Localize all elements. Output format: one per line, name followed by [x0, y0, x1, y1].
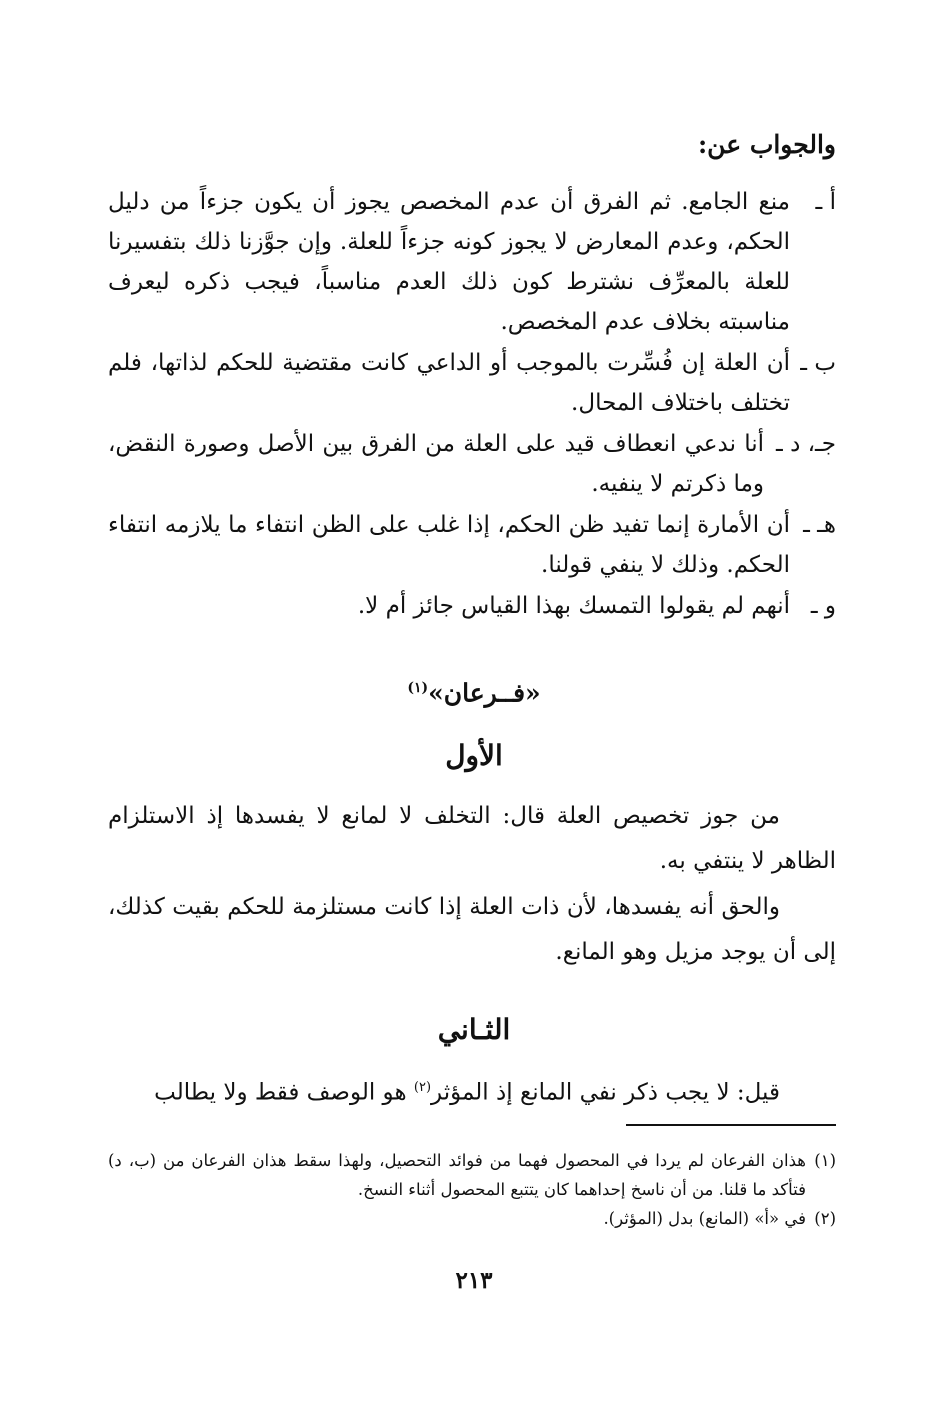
paragraph-text: من جوز تخصيص العلة قال: التخلف لا لمانع لا يفسدها إذ الاستلزام الظاهر لا ينتفي به.: [108, 803, 836, 874]
page-number: ٢١٣: [455, 1267, 493, 1294]
paragraph: [108, 885, 836, 975]
answer-item-j-d: [108, 424, 836, 504]
section-title: [0, 670, 948, 711]
item-marker: أ ـ: [815, 189, 836, 215]
footnote-divider: [626, 1124, 836, 1126]
answer-item-h: [108, 505, 836, 585]
paragraph-text: قيل: لا يجب ذكر نفي المانع إذ المؤثر: [431, 1079, 780, 1106]
footnotes: [108, 1146, 836, 1233]
footnote: [108, 1204, 836, 1233]
paragraph: [108, 1065, 836, 1116]
answer-item-b: [108, 343, 836, 423]
subsection-title-first: الأول: [445, 739, 503, 772]
item-text: أن العلة إن فُسِّرت بالموجب أو الداعي كانت مقتضية للحكم لذاتها، فلم تختلف باختلاف المحال.: [108, 350, 790, 416]
answer-item-w: [108, 586, 836, 626]
paragraph-text: هو الوصف فقط ولا يطالب: [154, 1079, 414, 1106]
item-marker: و ـ: [810, 593, 836, 619]
item-marker: جـ، د ـ: [776, 431, 836, 457]
subsection-title-second: الثـاني: [437, 1013, 511, 1046]
answer-item-a: [108, 182, 836, 342]
item-text: أنهم لم يقولوا التمسك بهذا القياس جائز أم لا.: [357, 593, 790, 619]
answer-heading: والجواب عن:: [697, 130, 836, 159]
footnote-text: في «أ» (المانع) بدل (المؤثر).: [603, 1209, 806, 1228]
footnote-number: (١): [814, 1151, 836, 1170]
item-text: أن الأمارة إنما تفيد ظن الحكم، إذا غلب على الظن انتفاء ما يلازمه انتفاء الحكم. وذلك لا ينفي قولنا.: [108, 512, 790, 578]
paragraph-text: والحق أنه يفسدها، لأن ذات العلة إذا كانت مستلزمة للحكم بقيت كذلك، إلى أن يوجد مزيل وهو المانع.: [108, 894, 836, 965]
item-text: أنا ندعي انعطاف قيد على العلة من الفرق بين الأصل وصورة النقض، وما ذكرتم لا ينفيه.: [108, 431, 764, 497]
footnote-number: (٢): [814, 1209, 836, 1228]
footnote-ref: (١): [407, 680, 429, 696]
footnote-text: هذان الفرعان لم يردا في المحصول فهما من فوائد التحصيل، ولهذا سقط هذان الفرعان من (ب، د) فتأكد ما قلنا. من أن ناسخ إحداهما كان يتتبع المحصول أثناء النسخ.: [108, 1151, 806, 1199]
paragraph: [108, 794, 836, 884]
item-marker: ب ـ: [800, 350, 836, 376]
item-text: منع الجامع. ثم الفرق أن عدم المخصص يجوز أن يكون جزءاً من دليل الحكم، وعدم المعارض لا يجوز كونه جزءاً للعلة. وإن جوَّزنا ذلك بتفسيرنا للعلة بالمعرِّف نشترط كون ذلك العدم مناسباً، فيجب ذكره ليعرف مناسبته بخلاف عدم المخصص.: [108, 189, 790, 335]
item-marker: هـ ـ: [803, 512, 836, 538]
footnote: [108, 1146, 836, 1204]
footnote-ref: (٢): [413, 1080, 432, 1095]
section-title-text: «فــرعان»: [428, 678, 541, 708]
